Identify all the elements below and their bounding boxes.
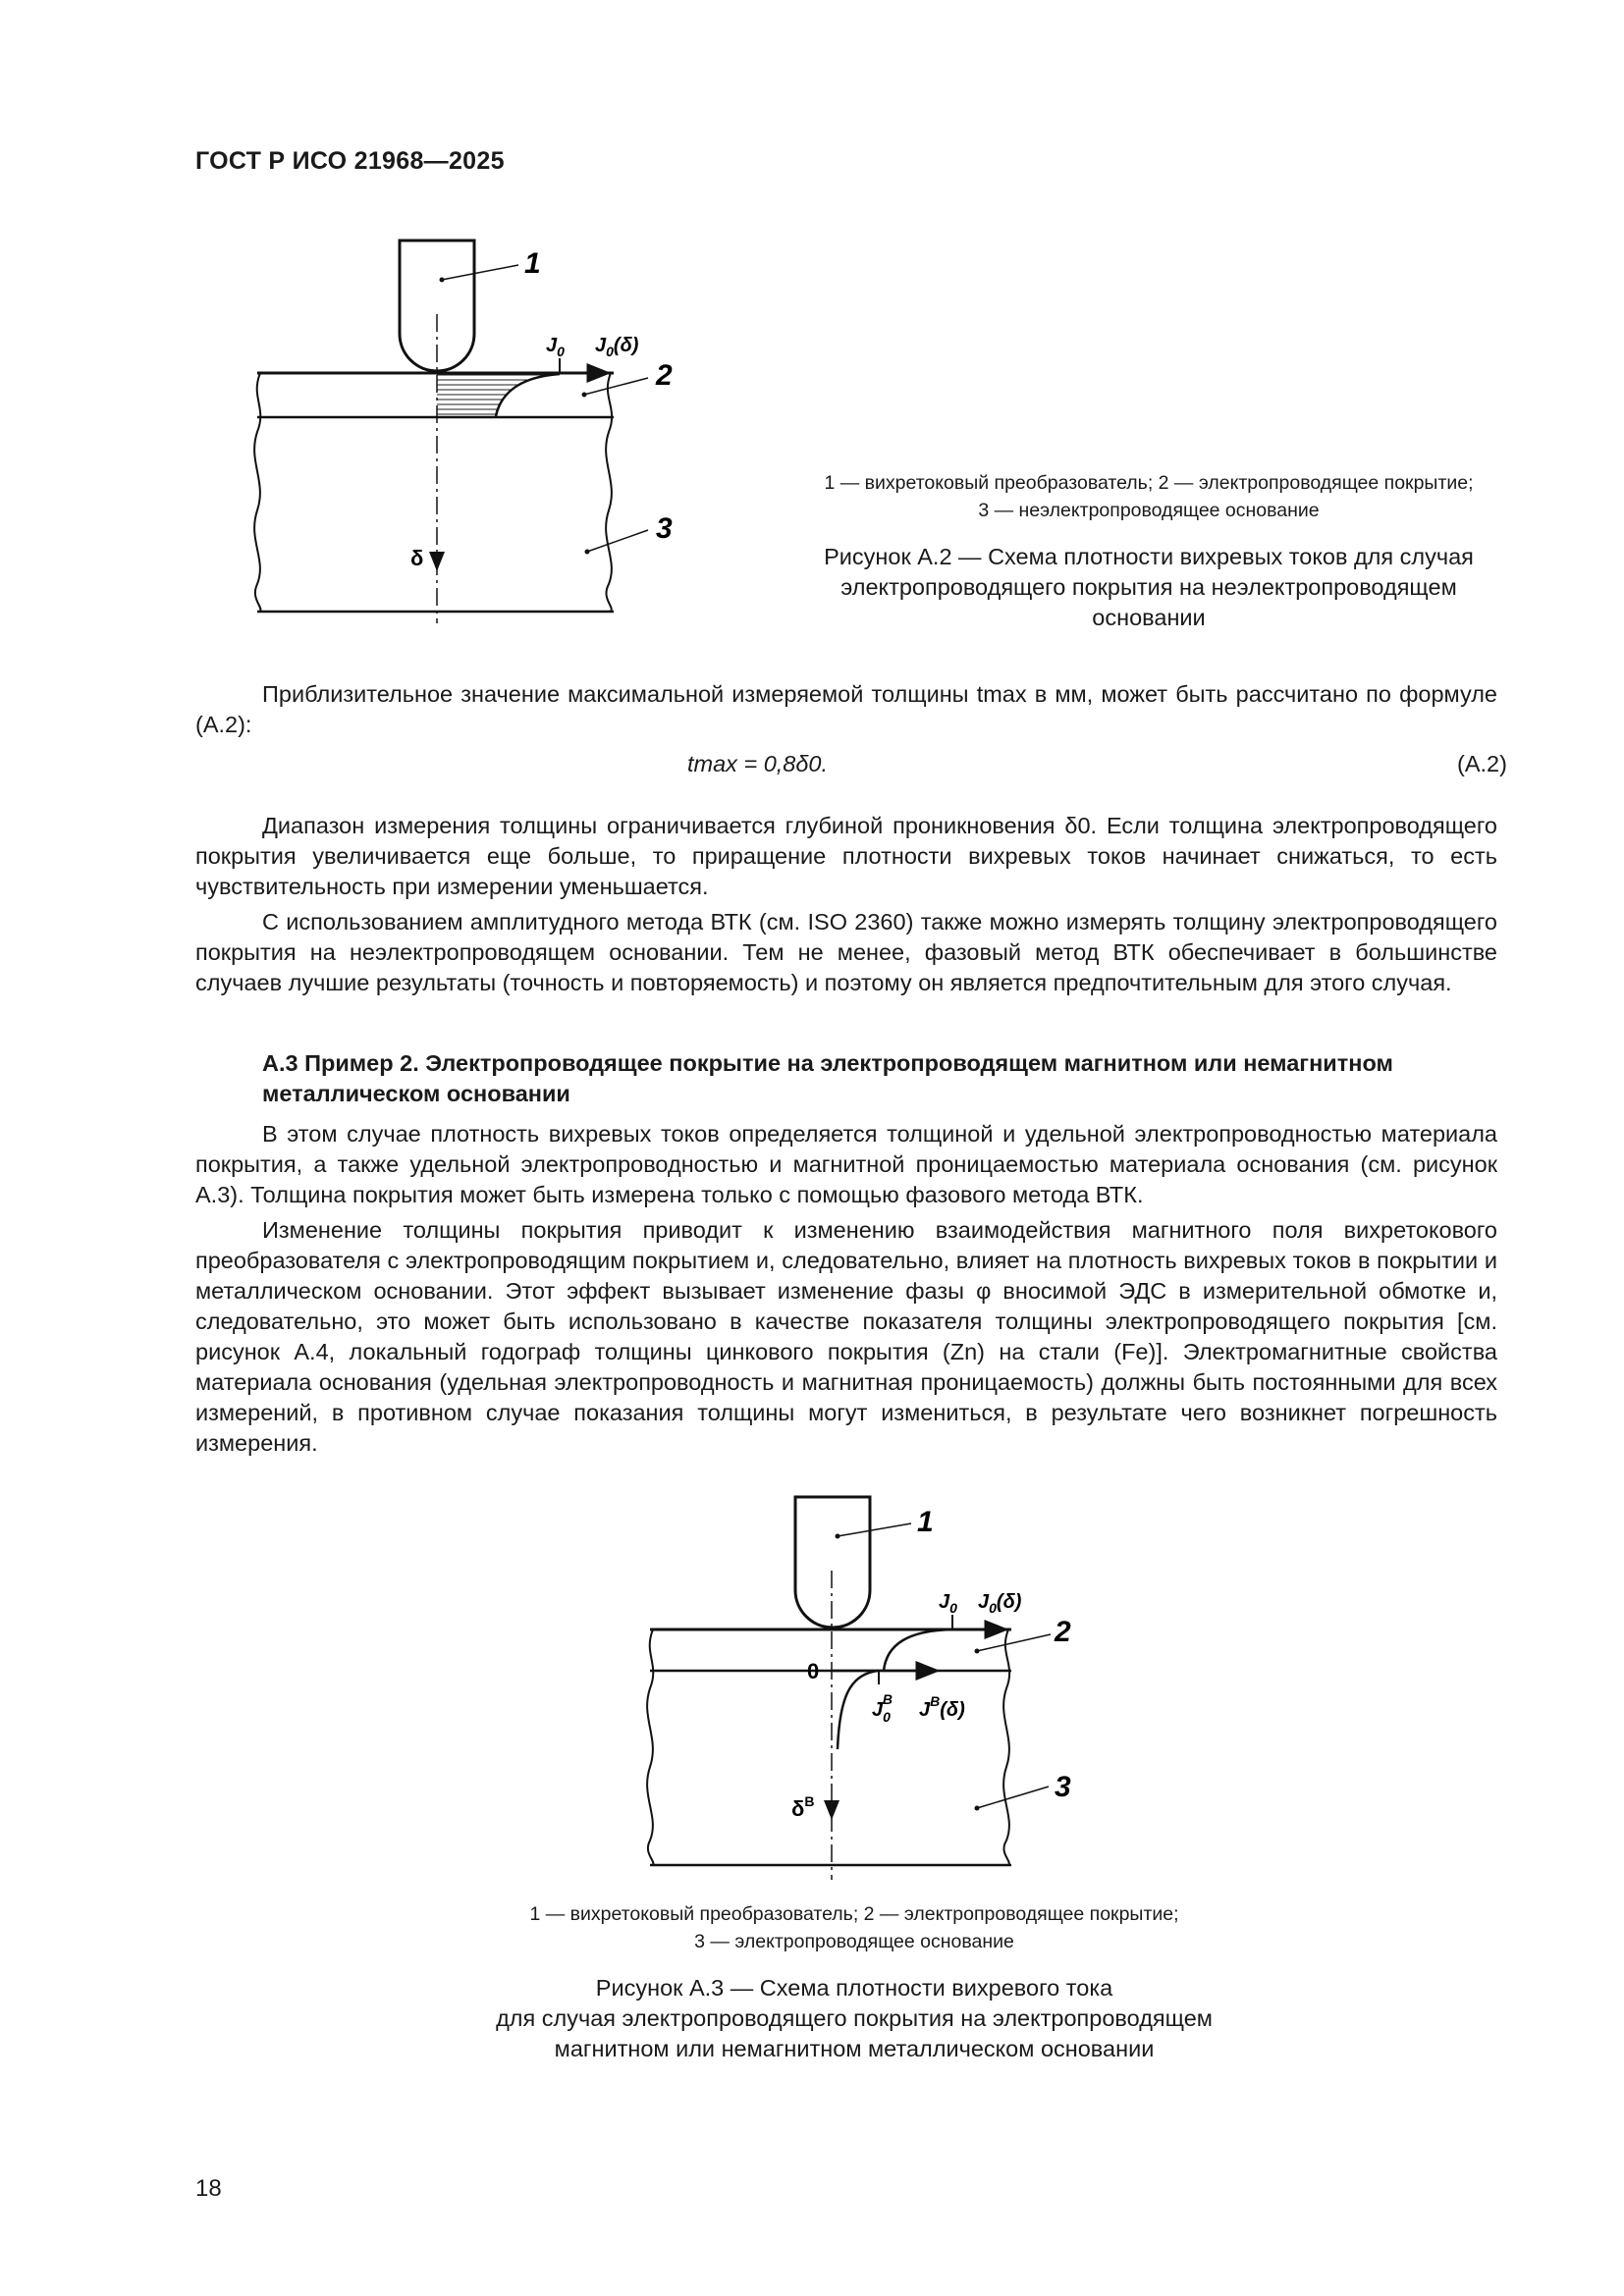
svg-text:δ: δ xyxy=(410,546,424,570)
figure-a2-diagram xyxy=(245,236,697,638)
paragraph-amplitude-method: С использованием амплитудного метода ВТК (см. ISO 2360) также можно измерять толщину электропроводящего покрытия на неэлектропроводящем основании. Тем не менее, фазовый метод ВТК обеспечивает в большинстве случаев лучшие результаты (точность и повторяемость) и поэтому он является предпочтительным для этого случая. xyxy=(195,909,1497,995)
fig-a3-label-coating: 2 xyxy=(1055,1616,1071,1648)
formula-number: (А.2) xyxy=(1457,751,1507,776)
svg-text:J0B: $J_0B$ xyxy=(872,1691,893,1725)
figure-a2-title-line3: основании xyxy=(1092,605,1206,630)
page-number: 18 xyxy=(195,2175,222,2202)
formula-expression: tmax = 0,8δ0. xyxy=(687,751,829,776)
svg-text:JB(δ): $J^B(\delta)$ xyxy=(919,1693,965,1721)
figure-a2-legend-line2: 3 — неэлектропроводящее основание xyxy=(978,500,1320,521)
svg-text:J0(δ): $J_0(\delta)$ xyxy=(595,335,639,359)
figure-a2-title xyxy=(717,542,1581,633)
paragraph-tmax: Приблизительное значение максимальной измеряемой толщины tmax в мм, может быть рассчитано по формуле (А.2): xyxy=(195,681,1497,737)
figure-a2-legend-line1: 1 — вихретоковый преобразователь; 2 — электропроводящее покрытие; xyxy=(824,472,1474,494)
paragraph-penetration: Диапазон измерения толщины ограничивается глубиной проникновения δ0. Если толщина электропроводящего покрытия увеличивается еще больше, то приращение плотности вихревых токов начинает снижаться, то есть чувствительность при измерении уменьшается. xyxy=(195,813,1497,899)
figure-a3-title-line1: Рисунок А.3 — Схема плотности вихревого тока xyxy=(595,1975,1113,2001)
fig-a2-label-base: 3 xyxy=(656,512,673,545)
formula-a2 xyxy=(687,751,828,777)
svg-text:J0: $J_0$ xyxy=(546,335,565,359)
figure-a3-legend-line1: 1 — вихретоковый преобразователь; 2 — электропроводящее покрытие; xyxy=(529,1903,1179,1925)
svg-text:J0(δ): $J_0(\delta)$ xyxy=(978,1591,1022,1616)
figure-a3-title xyxy=(422,1973,1286,2064)
fig-a3-label-zero: 0 xyxy=(807,1659,820,1683)
paragraph-a3-phase: Изменение толщины покрытия приводит к изменению взаимодействия магнитного поля вихретокового преобразователя с электропроводящим покрытием и, следовательно, влияет на плотность вихревых токов в покрытии и металлическом основании. Этот эффект вызывает изменение фазы φ вносимой ЭДС в измерительной обмотке и, следовательно, это может быть использовано в качестве показателя толщины электропроводящего покрытия [см. рисунок А.4, локальный годограф толщины цинкового покрытия (Zn) на стали (Fe)]. Электромагнитные свойства материала основания (удельная электропроводность и магнитная проницаемость) должны быть постоянными для всех измерений, в противном случае показания толщины могут измениться, в результате чего возникнет погрешность измерения. xyxy=(195,1217,1497,1456)
fig-a3-label-base: 3 xyxy=(1055,1771,1071,1803)
figure-a3-title-line2: для случая электропроводящего покрытия на электропроводящем xyxy=(496,2005,1213,2031)
fig-a2-label-coating: 2 xyxy=(656,359,673,392)
figure-a3-legend xyxy=(422,1900,1286,1955)
paragraph-a3-intro: В этом случае плотность вихревых токов определяется толщиной и удельной электропроводностью материала покрытия, а также удельной электропроводностью и магнитной проницаемостью материала основания (см. рисунок А.3). Толщина покрытия может быть измерена только с помощью фазового метода ВТК. xyxy=(195,1121,1497,1207)
fig-a2-label-probe: 1 xyxy=(524,247,541,280)
figure-a3-title-line3: магнитном или немагнитном металлическом основании xyxy=(554,2036,1155,2061)
document-header: ГОСТ Р ИСО 21968—2025 xyxy=(195,147,505,175)
figure-a2-title-line2: электропроводящего покрытия на неэлектропроводящем xyxy=(840,574,1457,600)
svg-text:J0: $J_0$ xyxy=(939,1591,957,1616)
section-a3-heading: А.3 Пример 2. Электропроводящее покрытие на электропроводящем магнитном или немагнитном металлическом основании xyxy=(262,1050,1393,1106)
fig-a3-label-probe: 1 xyxy=(917,1506,934,1538)
svg-text:δB: $\delta^B$ xyxy=(791,1793,815,1821)
figure-a2-title-line1: Рисунок А.2 — Схема плотности вихревых токов для случая xyxy=(824,544,1474,569)
figure-a3-legend-line2: 3 — электропроводящее основание xyxy=(694,1931,1014,1952)
figure-a3-diagram xyxy=(638,1492,1100,1885)
figure-a2-legend xyxy=(717,469,1581,524)
